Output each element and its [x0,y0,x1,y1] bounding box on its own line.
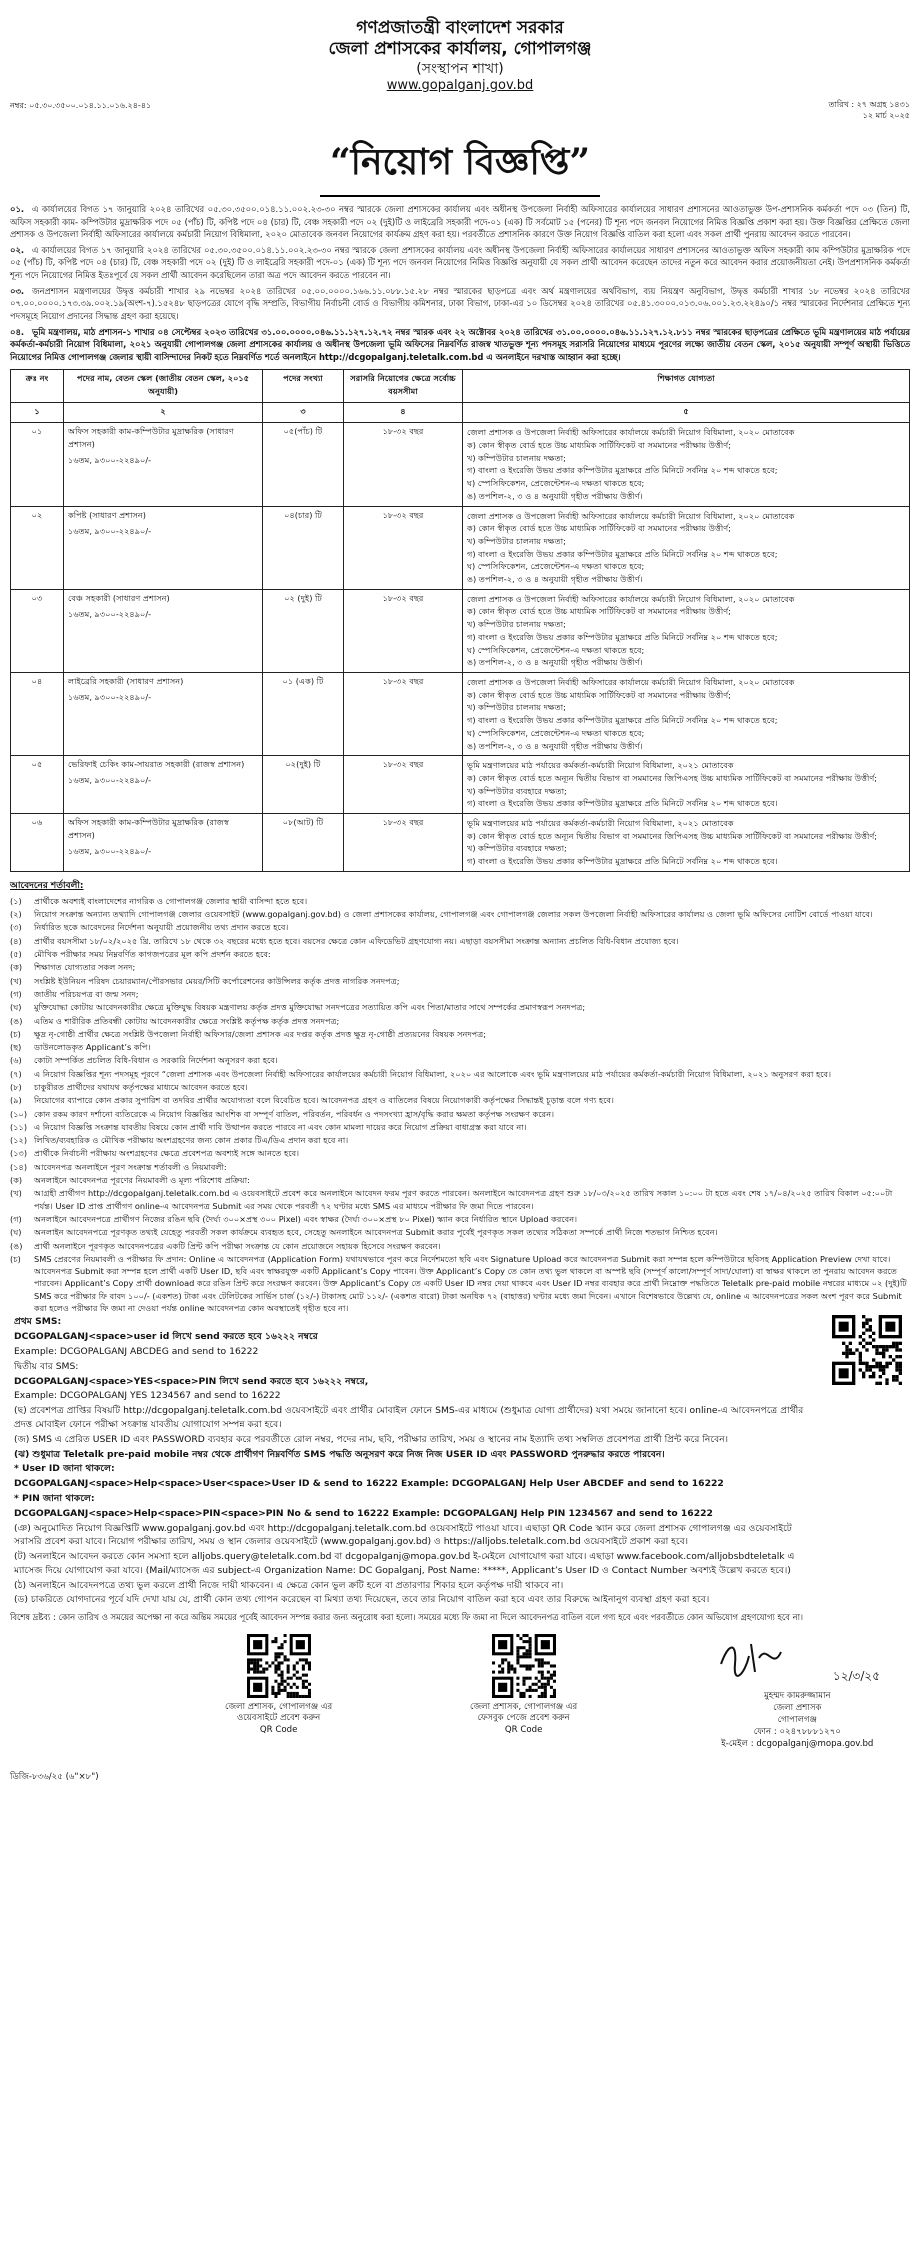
column-header: পদের নাম, বেতন স্কেল (জাতীয় বেতন স্কেল, ২০১৫ অনুযায়ী) [64,370,263,403]
dg-memo-number: ডিজি-৮৩৬/২৫ (৬"×৮") [10,1771,99,1782]
condition-item [10,961,910,973]
sms-line: (ট) অনলাইনে আবেদন করতে কোন সমস্যা হলে alljobs.query@teletalk.com.bd বা dcgopalganj@mopa.gov.bd ই-মেইলে যোগাযোগ করা যাবে। এছাড়া www.facebook.com/alljobsbdteletalk এ ম্যাসেজ দিয়ে যোগাযোগ করা যাবে। (Mail/ম্যাসেজ এর subject-এ Organization Name: DC Gopalganj, Post Name: *****, Applicant’s User ID ও Contact Number অবশ্যই উল্লেখ করতে হবে।) [14,1551,795,1576]
qualification-line: ঘ) স্পেসিফিকেশন, প্রেজেন্টেশন-এ দক্ষতা থাকতে হবে; [467,478,645,489]
table-row [11,814,910,872]
qualification-line: ঙ) তপশিল-২, ৩ ও ৪ অনুযায়ী গৃহীত পরীক্ষায় উত্তীর্ণ। [467,657,643,668]
condition-item [10,988,910,1000]
post-name: অফিস সহকারী কাম-কম্পিউটার মুদ্রাক্ষরিক (সাধারণ প্রশাসন) [68,426,234,450]
column-header: শিক্ষাগত যোগ্যতা [463,370,910,403]
branch-name: (সংস্থাপন শাখা) [416,60,504,77]
sms-line: DCGOPALGANJ<space>Help<space>User<space>User ID & send to 16222 Example: DCGOPALGANJ Help User ABCDEF and send to 16222 [14,1478,724,1490]
sms-section [10,1315,910,1607]
condition-text: প্রার্থী অনলাইনে পূরণকৃত আবেদনপত্রের একটি প্রিন্ট কপি পরীক্ষা সংক্রান্ত যে কোন প্রয়োজনে সহায়ক হিসেবে সংরক্ষণ করবেন। [34,1240,441,1251]
serial-cell: ০৫ [11,756,64,814]
condition-number: (ঘ) [10,1002,22,1013]
condition-number: (১০) [10,1108,28,1119]
qualification-cell [463,589,910,672]
column-header: পদের সংখ্যা [263,370,344,403]
qualification-line: জেলা প্রশাসক ও উপজেলা নির্বাহী অফিসারের কার্যালয়ে কর্মচারী নিয়োগ বিধিমালা, ২০২০ মোতাবেক [467,427,795,438]
condition-text: কোন রকম কারণ দর্শানো ব্যতিরেকে এ নিয়োগ বিজ্ঞপ্তির আংশিক বা সম্পূর্ণ বাতিল, পরিবর্তন, পরিবর্ধন ও পদসংখ্যা হ্রাস/বৃদ্ধি করার ক্ষমতা কর্তৃপক্ষ সংরক্ষণ করেন। [34,1108,555,1119]
column-index: ৩ [263,403,344,423]
column-index: ২ [64,403,263,423]
sms-line: (ছ) প্রবেশপত্র প্রাপ্তির বিষয়টি http://dcgopalganj.teletalk.com.bd ওয়েবসাইটে এবং প্রার্থীর মোবাইল ফোনে SMS-এর মাধ্যমে (শুধুমাত্র যোগ্য প্রার্থীদের) যথা সময়ে জানানো হবে। online-এ আবেদনপত্রে প্রার্থীর প্রদত্ত মোবাইল ফোনে পরীক্ষা সংক্রান্ত যাবতীয় যোগাযোগ সম্পন্ন করা হবে। [14,1405,804,1430]
signature-block [715,1634,880,1751]
qualification-line: খ) কম্পিউটার ব্যবহারে দক্ষতা; [467,785,567,796]
column-index: ১ [11,403,64,423]
condition-number: (৬) [10,1055,22,1066]
qualification-line: ক) কোন স্বীকৃত বোর্ড হতে উচ্চ মাধ্যমিক সার্টিফিকেট বা সমমানের পরীক্ষায় উত্তীর্ণ; [467,689,731,700]
column-header: ক্রঃ নং [11,370,64,403]
facebook-qr-caption-3: QR Code [504,1725,543,1736]
qualification-line: গ) বাংলা ও ইংরেজি উভয় প্রকার কম্পিউটার মুদ্রাক্ষরে প্রতি মিনিটে সর্বনিম্ন ২০ শব্দ থাকতে হবে; [467,465,778,476]
condition-number: (খ) [10,1188,22,1199]
facebook-qr-caption-1: জেলা প্রশাসক, গোপালগঞ্জ এর [470,1701,578,1712]
condition-text: প্রার্থীকে অবশ্যই বাংলাদেশের নাগরিক ও গোপালগঞ্জ জেলার স্থায়ী বাসিন্দা হতে হবে। [34,895,308,906]
condition-item [10,1134,910,1146]
condition-number: (ছ) [10,1042,22,1053]
condition-number: (ক) [10,962,23,973]
special-note: বিশেষ দ্রষ্টব্য : কোন তারিখ ও সময়ের অপেক্ষা না করে অন্তিম সময়ের পূর্বেই আবেদন সম্পন্ন করার জন্য অনুরোধ করা হলো। সময়ের মধ্যে ফি জমা না দিলে আবেদনপত্র বাতিল বলে গণ্য হবে এবং পরবর্তীতে কোন অভিযোগ গ্রহণযোগ্য হবে না। [10,1612,804,1623]
officer-phone: ফোন : ০২৪৭৮৮৮১২৭০ [753,1727,841,1738]
condition-text: ডাউনলোডকৃত Applicant’s কপি। [34,1042,151,1053]
post-count-cell: ০১ (এক) টি [263,673,344,756]
condition-item [10,1226,910,1238]
condition-text: লিখিত/ব্যবহারিক ও মৌখিক পরীক্ষায় অংশগ্রহণের জন্য কোন প্রকার টিএ/ডিএ প্রদান করা হবে না। [34,1135,349,1146]
paragraph-number: ০২. [10,244,25,255]
intro-paragraph [10,244,910,282]
qualification-line: জেলা প্রশাসক ও উপজেলা নির্বাহী অফিসারের কার্যালয়ে কর্মচারী নিয়োগ বিধিমালা, ২০২০ মোতাবেক [467,677,795,687]
date-english: ১২ মার্চ ২০২৫ [862,110,910,120]
condition-item [10,1213,910,1225]
age-limit-cell: ১৮-৩২ বছর [344,506,463,589]
condition-item [10,908,910,920]
footer [10,1634,910,1784]
condition-text: মুক্তিযোদ্ধা কোটায় আবেদনকারীর ক্ষেত্রে মুক্তিযুদ্ধ বিষয়ক মন্ত্রণালয় কর্তৃক প্রদত্ত মুক্তিযোদ্ধা সনদপত্রের সত্যায়িত কপি এবং পিতা/মাতার সাথে সম্পর্কের প্রমাণস্বরূপ সনদপত্র; [34,1002,586,1013]
condition-text: কোটা সম্পর্কিত প্রচলিত বিধি-বিধান ও সরকারি নির্দেশনা অনুসরণ করা হবে। [34,1055,278,1066]
condition-number: (চ) [10,1253,21,1264]
condition-text: ক্ষুদ্র নৃ-গোষ্ঠী প্রার্থীর ক্ষেত্রে সংশ্লিষ্ট উপজেলা নির্বাহী অফিসার/জেলা প্রশাসক এর দপ্তর কর্তৃক প্রদত্ত ক্ষুদ্র নৃ-গোষ্ঠী প্রত্যয়নের বিষয়ক সনদপত্র; [34,1028,487,1039]
serial-cell: ০২ [11,506,64,589]
condition-text: এ নিয়োগ বিজ্ঞপ্তি সংক্রান্ত যাবতীয় বিষয়ে কোন প্রার্থী দাবি উত্থাপন করতে পারবে না এবং কোন মামলা দায়ের করে নিয়োগ প্রক্রিয়া বাধাগ্রস্ত করা যাবে না। [34,1121,527,1132]
condition-item [10,948,910,960]
officer-district: গোপালগঞ্জ [777,1715,817,1726]
condition-number: (১) [10,895,22,906]
column-index: ৫ [463,403,910,423]
post-cell [64,756,263,814]
qualification-line: খ) কম্পিউটার চালনায় দক্ষতা; [467,452,566,463]
post-cell [64,506,263,589]
column-index: ৪ [344,403,463,423]
sms-line: DCGOPALGANJ<space>Help<space>PIN<space>PIN No & send to 16222 Example: DCGOPALGANJ Help PIN 1234567 and send to 16222 [14,1507,713,1519]
qualification-line: খ) কম্পিউটার চালনায় দক্ষতা; [467,535,566,546]
qualification-line: খ) কম্পিউটার চালনায় দক্ষতা; [467,702,566,713]
qr-code-icon [492,1634,556,1698]
condition-item [10,1253,910,1314]
date-label: তারিখ : [828,100,855,110]
title-wrap [10,135,910,197]
qualification-line: ক) কোন স্বীকৃত বোর্ড হতে উচ্চ মাধ্যমিক সার্টিফিকেট বা সমমানের পরীক্ষায় উত্তীর্ণ; [467,523,731,534]
qualification-line: ঙ) তপশিল-২, ৩ ও ৪ অনুযায়ী গৃহীত পরীক্ষায় উত্তীর্ণ। [467,740,643,751]
paragraph-text: ভূমি মন্ত্রণালয়, মাঠ প্রশাসন-১ শাখার ০৪ সেপ্টেম্বর ২০২৩ তারিখের ৩১.০০.০০০০.০৪৬.১১.১২৭.১২.৭২ নম্বর স্মারক এবং ২২ অক্টোবর ২০২৪ তারিখের ৩১.০০.০০০০.০৪৬.১১.১২৭.১২.৮১১ নম্বর স্মারকের ছাড়পত্রের প্রেক্ষিতে ভূমি মন্ত্রণালয়ের মাঠ পর্যায়ের কর্মকর্তা-কর্মচারী নিয়োগ বিধিমালা, ২০২১ অনুযায়ী গোপালগঞ্জ জেলা প্রশাসকের কার্যালয় ও অধীনস্থ উপজেলা ভূমি অফিসের নিম্নবর্ণিত রাজস্ব খাতভুক্ত শূন্য পদসমূহ সরাসরি নিয়োগের মাধ্যমে পূরণের লক্ষ্যে জাতীয় বেতন স্কেল, ২০১৫ অনুযায়ী সম্পূর্ণ অস্থায়ী ভিত্তিতে নিয়োগের নিমিত্ত গোপালগঞ্জ জেলার স্থায়ী বাসিন্দাদের নিকট হতে নিম্নবর্ণিত শর্তে অনলাইনে http://dcgopalganj.teletalk.com.bd এ অনলাইনে দরখাস্ত আহ্বান করা হচ্ছে। [10,326,910,362]
condition-number: (২) [10,909,22,920]
condition-item [10,1121,910,1133]
qualification-line: জেলা প্রশাসক ও উপজেলা নির্বাহী অফিসারের কার্যালয়ে কর্মচারী নিয়োগ বিধিমালা, ২০২০ মোতাবেক [467,593,795,604]
qualification-line: ক) কোন স্বীকৃত বোর্ড হতে অন্যূন দ্বিতীয় বিভাগ বা সমমানের জিপিএসহ উচ্চ মাধ্যমিক সার্টিফিকেট বা সমমানের পরীক্ষায় উত্তীর্ণ; [467,772,878,783]
website-qr-code [247,1634,311,1698]
sms-line: প্রথম SMS: [14,1316,62,1328]
qualification-line: গ) বাংলা ও ইংরেজি উভয় প্রকার কম্পিউটার মুদ্রাক্ষরে প্রতি মিনিটে সর্বনিম্ন ২০ শব্দ থাকতে হবে; [467,548,778,559]
qr-code-icon [832,1315,902,1385]
post-cell [64,423,263,506]
qualification-cell [463,506,910,589]
condition-text: আগ্রহী প্রার্থীগণ http://dcgopalganj.teletalk.com.bd এ ওয়েবসাইটে প্রবেশ করে অনলাইনে আবেদন ফরম পূরণ করতে পারবেন। অনলাইনে আবেদনপত্র গ্রহণ শুরু ১৮/০৩/২০২৫ তারিখ সকাল ১০:০০ টা হতে এবং শেষ ১৭/০৪/২০২৫ তারিখ বিকাল ০৫:০০টা পর্যন্ত। User ID প্রাপ্ত প্রার্থীগণ online-এ আবেদনপত্র Submit এর সময় থেকে পরবর্তী ৭২ ঘণ্টার মধ্যে SMS এর মাধ্যমে পরীক্ষার ফি জমা দিতে পারবেন। [34,1188,893,1211]
post-name: কপিষ্ট (সাধারণ প্রশাসন) [68,509,146,520]
sms-line: (ঠ) অনলাইনে আবেদনপত্রে তথ্য ভুল করলে প্রার্থী নিজে দায়ী থাকবেন। এ ক্ষেত্রে কোন ভুল ক্রটি হলে বা প্রতারণার শিকার হলে কর্তৃপক্ষ দায়ী থাকবে না। [14,1579,564,1591]
post-count-cell: ০৪(চার) টি [263,506,344,589]
condition-text: অনলাইনে আবেদনপত্র পূরণের নিয়মাবলী ও মূল্য পরিশোধ প্রক্রিয়া: [34,1175,250,1186]
facebook-qr-code [492,1634,556,1698]
website-link[interactable]: www.gopalganj.gov.bd [386,78,534,93]
paragraph-text: এ কার্যালয়ের বিগত ১৭ জানুয়ারি ২০২৪ তারিখের ০৫.৩০.৩৫০০.০১৪.১১.০০২.২৩-৩০ নম্বর স্মারকে জেলা প্রশাসকের কার্যালয় এবং অধীনস্থ উপজেলা নির্বাহী অফিসারের কার্যালয়ের সাধারণ প্রশাসনের আওতাভুক্ত অফিস সহকারী কাম কম্পিউটার মুদ্রাক্ষরিক পদে ০৫ (পাঁচ) টি, কপিষ্ট পদে ০৪ (চার) টি, বেঞ্চ সহকারী পদে ০২ (দুই) টি ও লাইব্রেরি সহকারী পদে-০১ (এক) টি শূন্য পদে জনবল নিয়োগের নিমিত্ত বিজ্ঞপ্তি অনুযায়ী যে সকল প্রার্থী আবেদন করেছেন তাদের নতুন করে আবেদন করার প্রয়োজনীয়তা নেই। উপপ্রশাসনিক কর্মকর্তা শূন্য পদে নিয়োগের নিমিত্ত ইতঃপূর্বে যে সকল প্রার্থী আবেদন করেছিলেন তারা অত্র পদে আবেদন করতে পারবেন না। [10,244,910,281]
website-qr-caption-3: QR Code [259,1725,298,1736]
table-header-row [11,370,910,403]
intro-paragraph [10,326,910,364]
age-limit-cell: ১৮-৩২ বছর [344,589,463,672]
sms-line: (ড) চাকরিতে যোগদানের পূর্বে যদি দেখা যায় যে, প্রার্থী কোন তথ্য গোপন করেছেন বা মিথ্যা তথ্য দিয়েছেন, তবে তার নিয়োগ বাতিল করা হবে এবং তার বিরুদ্ধে আইনানুগ ব্যবস্থা গ্রহণ করা হবে। [14,1594,710,1606]
condition-text: প্রার্থীর বয়সসীমা ১৮/০২/২০২৫ খ্রি. তারিখে ১৮ থেকে ৩২ বছরের মধ্যে হতে হবে। বয়সের ক্ষেত্রে কোন এফিডেভিট গ্রহণযোগ্য নয়। এছাড়া বয়সসীমা সংক্রান্ত অন্যান্য প্রচলিত বিধি-বিধান প্রযোজ্য হবে। [34,935,679,946]
condition-item [10,1174,910,1186]
qualification-line: ভূমি মন্ত্রণালয়ের মাঠ পর্যায়ের কর্মকর্তা-কর্মচারী নিয়োগ বিধিমালা, ২০২১ মোতাবেক [467,760,734,771]
condition-number: (খ) [10,975,22,986]
intro-paragraph [10,203,910,241]
sms-instructions [10,1315,910,1607]
condition-number: (৪) [10,935,22,946]
column-header: সরাসরি নিয়োগের ক্ষেত্রে সর্বোচ্চ বয়সসীমা [344,370,463,403]
age-limit-cell: ১৮-৩২ বছর [344,756,463,814]
sms-line: Example: DCGOPALGANJ YES 1234567 and send to 16222 [14,1390,281,1402]
reference-line [10,100,910,121]
condition-number: (ক) [10,1175,23,1186]
condition-item [10,1240,910,1252]
serial-cell: ০১ [11,423,64,506]
condition-number: (১১) [10,1121,28,1132]
condition-number: (৮) [10,1082,22,1092]
condition-text: নিয়োগ সংক্রান্ত অন্যান্য তথ্যাদি গোপালগঞ্জ জেলার ওয়েবসাইট (www.gopalganj.gov.bd) ও জেলা প্রশাসকের কার্যালয়, গোপালগঞ্জ এবং গোপালগঞ্জ জেলার সকল উপজেলা নির্বাহী অফিসারের কার্যালয় ও জেলা ভূমি অফিসের নোটিশ বোর্ডে পাওয়া যাবে। [34,909,873,920]
condition-text: শিক্ষাগত যোগ্যতার সকল সনদ; [34,962,136,973]
recruitment-notice-page [10,0,910,1784]
date-block [829,100,910,121]
paragraph-text: এ কার্যালয়ের বিগত ১৭ জানুয়ারি ২০২৪ তারিখের ০৫.৩০.৩৫০০.০১৪.১১.০০২.২৩-৩০ নম্বর স্মারকে জেলা প্রশাসকের কার্যালয় এবং অধীনস্থ উপজেলা নির্বাহী অফিসারের কার্যালয়ের সাধারণ প্রশাসনের আওতাভুক্ত উপ-প্রশাসনিক কর্মকর্তা পদে ০৩ (তিন) টি, অফিস সহকারী কাম- কম্পিউটার মুদ্রাক্ষরিক পদে ০৫ (পাঁচ) টি, কপিষ্ট পদে ০৪ (চার) টি, বেঞ্চ সহকারী পদে ০২ (দুই)টি ও লাইব্রেরি সহকারী পদে-০১ (এক) টি সর্বমোট ১৫ (পনের) টি শূন্য পদে জনবল নিয়োগের নিমিত্ত বিজ্ঞপ্তি প্রকাশ করা হয়। উক্ত বিজ্ঞপ্তির প্রেক্ষিতে জেলা প্রশাসক ও উপজেলা নির্বাহী অফিসারের কার্যালয়ে কর্মচারী নিয়োগ বিধিমালা, ২০২০ মোতাবেক জনবল নিয়োগের কার্যক্রম গ্রহণ করা হয়। পরবর্তীতে প্রশাসনিক কারণে উক্ত নিয়োগ বিজ্ঞপ্তি বাতিল করা হলো এবং সকল প্রার্থী পুনরায় আবেদন করতে পারবেন। [10,204,910,240]
condition-item [10,1147,910,1159]
condition-text: সংশ্লিষ্ট ইউনিয়ন পরিষদ চেয়ারম্যান/পৌরসভার মেয়র/সিটি কর্পোরেশনের কাউন্সিলর কর্তৃক প্রদত্ত নাগরিক সনদপত্র; [34,975,400,986]
condition-number: (চ) [10,1028,21,1039]
office-header [10,18,910,94]
age-limit-cell: ১৮-৩২ বছর [344,673,463,756]
pay-grade: ১৬তম, ৯৩০০-২২৪৯০/- [68,608,152,619]
condition-number: (গ) [10,1213,22,1224]
condition-item [10,1108,910,1120]
intro-paragraphs [10,203,910,363]
condition-text: প্রার্থীকে নির্বাচনী পরীক্ষায় অংশগ্রহণের ক্ষেত্রে প্রবেশপত্র অবশ্যই সঙ্গে আনতে হবে। [34,1148,300,1159]
pay-grade: ১৬তম, ৯৩০০-২২৪৯০/- [68,455,152,466]
government-name: গণপ্রজাতন্ত্রী বাংলাদেশ সরকার [356,18,564,38]
qualification-line: ক) কোন স্বীকৃত বোর্ড হতে উচ্চ মাধ্যমিক সার্টিফিকেট বা সমমানের পরীক্ষায় উত্তীর্ণ; [467,606,731,617]
condition-number: (৫) [10,949,22,960]
pay-grade: ১৬তম, ৯৩০০-২২৪৯০/- [68,692,152,702]
sms-line: Example: DCGOPALGANJ ABCDEG and send to 16222 [14,1345,259,1357]
table-body [11,403,910,872]
condition-text: SMS প্রেরণের নিয়মাবলী ও পরীক্ষার ফি প্রদান: Online এ আবেদনপত্র (Application Form) যথাযথভাবে পূরণ করে নির্দেশমতো ছবি এবং Signature Upload করে আবেদনপত্র Submit করা সম্পন্ন হলে কম্পিউটারে ছবিসহ Application Preview দেখা যাবে। আবেদনপত্র Submit করা সম্পন্ন হলে প্রার্থী একটি User ID, ছবি এবং স্বাক্ষরযুক্ত একটি Applicant’s Copy পাবেন। উক্ত Applicant’s Copy তে কোন তথ্য ভুল থাকলে বা অস্পষ্ট ছবি (সম্পূর্ণ কালো/সম্পূর্ণ সাদা/ঘোলা) বা স্বাক্ষর থাকলে তা পুনরায় আবেদন করতে পারবেন। Applicant’s Copy প্রার্থী download করে রঙিন প্রিন্ট করে সংরক্ষণ করবেন। উক্ত Applicant’s Copy তে একটি User ID নম্বর দেয়া থাকবে এবং User ID নম্বর ব্যবহার করে প্রার্থী নিম্নোক্ত পদ্ধতিতে Teletalk pre-paid mobile নম্বরের মাধ্যমে ০২ (দুই)টি SMS করে পরীক্ষার ফি বাবদ ১০০/- (একশত) টাকা এবং টেলিটকের সার্ভিস চার্জ (১২/-) টাকাসহ মোট ১১২/- (একশত বারো) টাকা অনধিক ৭২ (বাহাত্তর) ঘণ্টার মধ্যে জমা দিবেন। এখানে বিশেষভাবে উল্লেখ্য যে, online এ আবেদনপত্রের সকল অংশ পূরণ করে Submit করা হলেও পরীক্ষার ফি জমা না দেওয়া পর্যন্ত online আবেদনপত্র কোন অবস্থাতেই গৃহীত হবে না। [34,1253,907,1314]
serial-cell: ০৬ [11,814,64,872]
sms-line: (ঝ) শুধুমাত্র Teletalk pre-paid mobile নম্বর থেকে প্রার্থীগণ নিম্নবর্ণিত SMS পদ্ধতি অনুসরণ করে নিজ নিজ USER ID এবং PASSWORD পুনরুদ্ধার করতে পারবেন। [14,1448,665,1460]
sms-line: দ্বিতীয় বার SMS: [14,1360,79,1372]
post-count-cell: ০২(দুই) টি [263,756,344,814]
post-name: লাইব্রেরি সহকারী (সাধারণ প্রশাসন) [68,676,184,686]
serial-cell: ০৪ [11,673,64,756]
sms-line: (জ) SMS এ প্রেরিত USER ID এবং PASSWORD ব্যবহার করে পরবর্তীতে রোল নম্বর, পদের নাম, ছবি, পরীক্ষার তারিখ, সময় ও স্থানের নাম ইত্যাদি তথ্য সম্বলিত প্রবেশপত্র প্রার্থী প্রিন্ট করে নিবেন। [14,1433,728,1445]
website-qr-block [225,1634,332,1737]
condition-item [10,935,910,947]
post-cell [64,589,263,672]
post-count-cell: ০৮(আট) টি [263,814,344,872]
condition-item [10,1015,910,1027]
officer-email: ই-মেইল : dcgopalganj@mopa.gov.bd [721,1739,874,1750]
condition-item [10,921,910,933]
qualification-line: গ) বাংলা ও ইংরেজি উভয় প্রকার কম্পিউটার মুদ্রাক্ষরে প্রতি মিনিটে সর্বনিম্ন ২০ শব্দ থাকতে হবে। [467,856,778,867]
condition-number: (৭) [10,1068,22,1079]
condition-number: (১৪) [10,1161,28,1172]
sms-line: (ঞ) অনুমোদিত নিয়োগ বিজ্ঞপ্তিটি www.gopalganj.gov.bd এবং http://dcgopalganj.teletalk.com.bd ওয়েবসাইটে পাওয়া যাবে। এছাড়া QR Code স্ক্যান করে জেলা প্রশাসক গোপালগঞ্জ এর ওয়েবসাইটে সরাসরি প্রবেশ করা যাবে। নিয়োগ পরীক্ষার তারিখ, সময় ও স্থান জেলার ওয়েবসাইটে (www.gopalganj.gov.bd) ও https://alljobs.teletalk.com.bd ওয়েবসাইটে প্রকাশ করা হবে। [14,1522,792,1548]
post-name: বেঞ্চ সহকারী (সাধারণ প্রশাসন) [68,592,170,603]
condition-text: নিয়োগের ব্যাপারে কোন প্রকার সুপারিশ বা তদবির প্রার্থীর অযোগ্যতা বলে বিবেচিত হবে। আবেদনপত্র গ্রহণ ও বাতিলের বিষয়ে নিয়োগকারী কর্তৃপক্ষের সিদ্ধান্তই চূড়ান্ত বলে গণ্য হবে। [34,1095,614,1106]
qualification-line: ঘ) স্পেসিফিকেশন, প্রেজেন্টেশন-এ দক্ষতা থাকতে হবে; [467,727,645,738]
qualification-line: খ) কম্পিউটার চালনায় দক্ষতা; [467,619,566,630]
condition-number: (১২) [10,1135,28,1146]
handwritten-signature [715,1634,825,1680]
condition-text: এ নিয়োগ বিজ্ঞপ্তির শূন্য পদসমূহ পূরণে “জেলা প্রশাসক এবং উপজেলা নির্বাহী অফিসারের কার্যালয়ের কর্মচারী নিয়োগ বিধিমালা, ২০২০ এর আলোকে এবং ভূমি মন্ত্রণালয়ের মাঠ পর্যায়ের কর্মকর্তা-কর্মচারী নিয়োগ বিধিমালা, ২০২১ অনুসরণ করা হবে। [34,1068,832,1079]
condition-item [10,1081,910,1093]
paragraph-text: জনপ্রশাসন মন্ত্রণালয়ের উদ্বৃত্ত কর্মচারী শাখার ২৯ নভেম্বর ২০২৪ তারিখের ০৫.০০.০০০০.১৬৬.১১.০৮৮.১৫.২৮ নম্বর স্মারকের ছাড়পত্রে এবং অর্থ মন্ত্রণালয়ের অর্থবিভাগ, ব্যয় নিয়ন্ত্রণ অনুবিভাগ, উদ্বৃত্ত কর্মচারী শাখার ১৮ নভেম্বর ২০২৪ তারিখের ০৭.০০.০০০০.১৭৩.৩৯.০০২.১৯(অংশ-৭).১৫২৪৮ ছাড়পত্রের যোগে বৃদ্ধি সম্প্রতি, বিভাগীয় নির্বাচনী বোর্ড ও বিভাগীয় কমিশনার, ঢাকা বিভাগ, ঢাকা-এর ১০ ডিসেম্বর ২০২৪ তারিখের ০৫.৪১.৩০০০.০১৩.০৬.০০১.২৩.২২৪৯০/১ নম্বর স্মারকের নির্দেশনার প্রেক্ষিতে শূন্য পদসমূহে নিয়োগ প্রদানের সিদ্ধান্ত গ্রহণ করা হয়েছে। [10,285,910,321]
sms-line: DCGOPALGANJ<space>YES<space>PIN লিখে send করতে হবে ১৬২২২ নম্বরে, [14,1375,369,1387]
condition-number: (৯) [10,1095,22,1106]
condition-number: (গ) [10,988,22,999]
post-count-cell: ০৫(পাঁচ) টি [263,423,344,506]
sms-line: DCGOPALGANJ<space>user id লিখে send করতে হবে ১৬২২২ নম্বরে [14,1331,318,1343]
qualification-line: ঙ) তপশিল-২, ৩ ও ৪ অনুযায়ী গৃহীত পরীক্ষায় উত্তীর্ণ। [467,490,643,501]
qualification-cell [463,756,910,814]
condition-item [10,1028,910,1040]
date-bangla: ২৭ অগ্রহ ১৪৩১ [856,100,910,110]
officer-name: মুহম্মদ কামরুজ্জামান [763,1691,831,1702]
qualification-cell [463,814,910,872]
serial-cell: ০৩ [11,589,64,672]
condition-item [10,1001,910,1013]
condition-item [10,1041,910,1053]
sms-line: * User ID জানা থাকলে: [14,1463,115,1475]
condition-text: মৌখিক পরীক্ষার সময় নিম্নবর্ণিত কাগজপত্রের মূল কপি প্রদর্শন করতে হবে: [34,949,271,960]
condition-text: চাকুরীরত প্রার্থীদের যথাযথ কর্তৃপক্ষের মাধ্যমে আবেদন করতে হবে। [34,1082,248,1092]
condition-number: (১৩) [10,1148,28,1159]
condition-number: (ঙ) [10,1015,23,1026]
sms-line: * PIN জানা থাকলে: [14,1492,95,1504]
condition-number: (ঙ) [10,1240,23,1251]
pay-grade: ১৬তম, ৯৩০০-২২৪৯০/- [68,846,152,857]
signature-mark [715,1634,880,1690]
website-qr-caption-1: জেলা প্রশাসক, গোপালগঞ্জ এর [225,1701,333,1712]
table-row [11,423,910,506]
condition-number: (ঘ) [10,1227,22,1238]
qualification-line: ঘ) স্পেসিফিকেশন, প্রেজেন্টেশন-এ দক্ষতা থাকতে হবে; [467,644,645,655]
signature-date: ১২/৩/২৫ [832,1668,880,1683]
facebook-qr-block [470,1634,577,1737]
condition-text: অনলাইন আবেদনপত্রে পূরণকৃত তথ্যই যেহেতু পরবর্তী সকল কার্যক্রমে ব্যবহৃত হবে, সেহেতু অনলাইনে আবেদনপত্র Submit করার পূর্বেই পূরণকৃত সকল তথ্যের সঠিকতা সম্পর্কে প্রার্থী নিজে শতভাগ নিশ্চিত হবেন। [34,1227,718,1238]
qualification-cell [463,423,910,506]
condition-item [10,975,910,987]
post-name: ভেরিফাই চেকিং কাম-সায়রাত সহকারী (রাজস্ব প্রশাসন) [68,759,245,770]
post-count-cell: ০২ (দুই) টি [263,589,344,672]
qualification-line: গ) বাংলা ও ইংরেজি উভয় প্রকার কম্পিউটার মুদ্রাক্ষরে প্রতি মিনিটে সর্বনিম্ন ২০ শব্দ থাকতে হবে; [467,631,778,642]
post-cell [64,814,263,872]
column-index-row [11,403,910,423]
condition-text: আবেদনপত্র অনলাইনে পূরণ সংক্রান্ত শর্তাবলী ও নিয়মাবলী: [34,1161,227,1172]
qualification-line: খ) কম্পিউটার ব্যবহারে দক্ষতা; [467,843,567,854]
qualification-line: গ) বাংলা ও ইংরেজি উভয় প্রকার কম্পিউটার মুদ্রাক্ষরে প্রতি মিনিটে সর্বনিম্ন ২০ শব্দ থাকতে হবে; [467,715,778,726]
qualification-line: ঙ) তপশিল-২, ৩ ও ৪ অনুযায়ী গৃহীত পরীক্ষায় উত্তীর্ণ। [467,574,643,585]
table-row [11,589,910,672]
condition-item [10,1094,910,1106]
condition-item [10,1187,910,1212]
condition-item [10,895,910,907]
qualification-line: ভূমি মন্ত্রণালয়ের মাঠ পর্যায়ের কর্মকর্তা-কর্মচারী নিয়োগ বিধিমালা, ২০২১ মোতাবেক [467,818,734,829]
conditions-title: আবেদনের শর্তাবলী: [10,880,84,891]
table-row [11,673,910,756]
intro-paragraph [10,285,910,323]
qualification-line: ক) কোন স্বীকৃত বোর্ড হতে অন্যূন দ্বিতীয় বিভাগ বা সমমানের জিপিএসহ উচ্চ মাধ্যমিক সার্টিফিকেট বা সমমানের পরীক্ষায় উত্তীর্ণ; [467,830,878,841]
memo-number: নম্বর: ০৫.৩০.৩৫০০.০১৪.১১.০১৬.২৪-৪১ [10,101,152,111]
condition-text: অনলাইনে আবেদনপত্রে প্রার্থীগণ নিজের রঙিন ছবি (দৈর্ঘ্য ৩০০×প্রস্থ ৩০০ Pixel) এবং স্বাক্ষর (দৈর্ঘ্য ৩০০×প্রস্থ ৮০ Pixel) স্ক্যান করে নির্ধারিত স্থানে Upload করবেন। [34,1213,578,1224]
paragraph-number: ০৩. [10,285,25,296]
pay-grade: ১৬তম, ৯৩০০-২২৪৯০/- [68,775,152,786]
condition-text: নির্ধারিত ছকে আবেদনের নির্দেশনা অনুযায়ী প্রয়োজনীয় তথ্য প্রদান করতে হবে। [34,922,289,933]
qualification-line: ক) কোন স্বীকৃত বোর্ড হতে উচ্চ মাধ্যমিক সার্টিফিকেট বা সমমানের পরীক্ষায় উত্তীর্ণ; [467,440,731,451]
teletalk-qr-code [832,1315,902,1385]
post-cell [64,673,263,756]
paragraph-number: ০১. [10,204,25,215]
pay-grade: ১৬তম, ৯৩০০-২২৪৯০/- [68,525,152,536]
website-qr-caption-2: ওয়েবসাইটে প্রবেশ করুন [236,1713,321,1724]
officer-designation: জেলা প্রশাসক [773,1703,822,1714]
qualification-line: গ) বাংলা ও ইংরেজি উভয় প্রকার কম্পিউটার মুদ্রাক্ষরে প্রতি মিনিটে সর্বনিম্ন ২০ শব্দ থাকতে হবে। [467,798,778,809]
condition-item [10,1068,910,1080]
table-row [11,506,910,589]
posts-table [10,369,910,872]
paragraph-number: ০৪. [10,326,25,337]
qr-code-icon [247,1634,311,1698]
age-limit-cell: ১৮-৩২ বছর [344,423,463,506]
condition-item [10,1161,910,1173]
table-row [11,756,910,814]
condition-text: এতিম ও শারীরিক প্রতিবন্ধী কোটায় আবেদনকারীর ক্ষেত্রে সংশ্লিষ্ট কর্তৃপক্ষ কর্তৃক প্রদত্ত সনদপত্র; [34,1015,340,1026]
qualification-line: জেলা প্রশাসক ও উপজেলা নির্বাহী অফিসারের কার্যালয়ে কর্মচারী নিয়োগ বিধিমালা, ২০২০ মোতাবেক [467,510,795,521]
condition-text: জাতীয় পরিচয়পত্র বা জন্ম সনদ; [34,988,139,999]
office-name: জেলা প্রশাসকের কার্যালয়, গোপালগঞ্জ [328,39,592,60]
facebook-qr-caption-2: ফেসবুক পেজে প্রবেশ করুন [477,1713,570,1724]
qualification-cell [463,673,910,756]
condition-number: (৩) [10,922,22,933]
qualification-line: ঘ) স্পেসিফিকেশন, প্রেজেন্টেশন-এ দক্ষতা থাকতে হবে; [467,561,645,572]
notice-title: “নিয়োগ বিজ্ঞপ্তি” [320,135,600,197]
conditions-list [10,895,910,1315]
age-limit-cell: ১৮-৩২ বছর [344,814,463,872]
condition-item [10,1054,910,1066]
post-name: অফিস সহকারী কাম-কম্পিউটার মুদ্রাক্ষরিক (রাজস্ব প্রশাসন) [68,817,229,841]
